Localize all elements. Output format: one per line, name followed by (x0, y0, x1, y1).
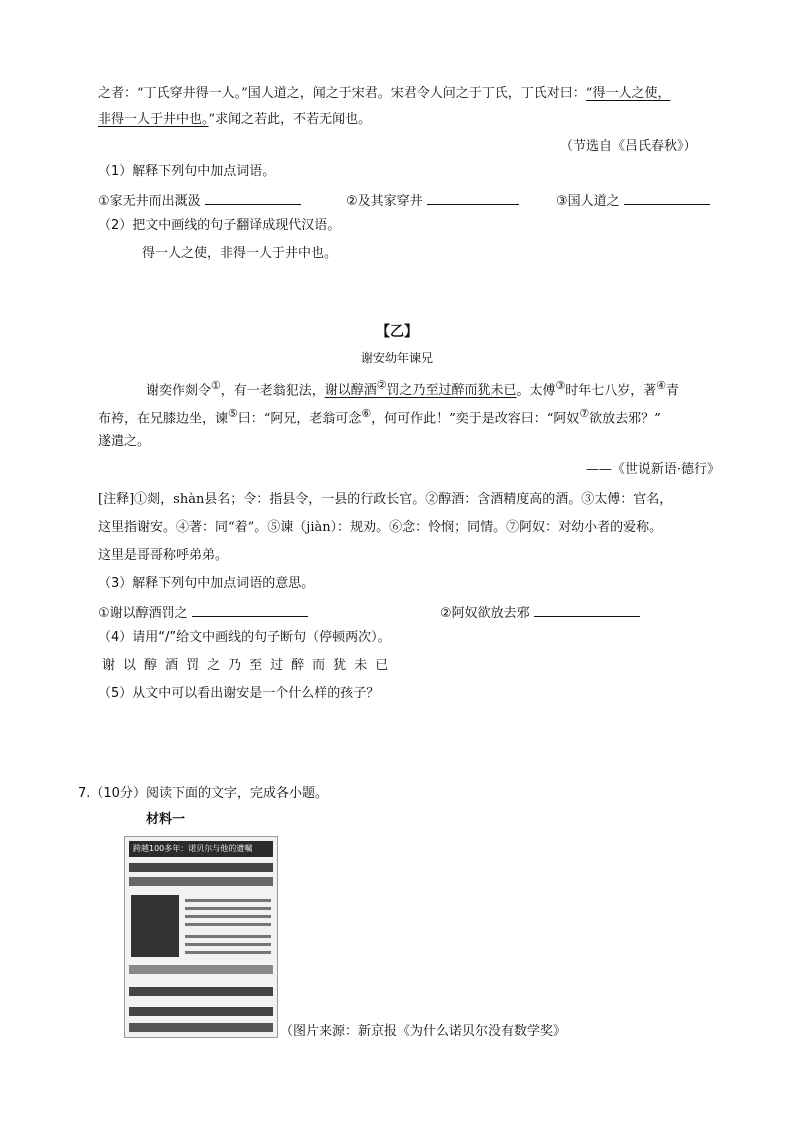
underlined-sentence-part1: “得一人之使， (585, 86, 671, 101)
question-1: （1）解释下列句中加点词语。 (98, 164, 276, 179)
image-header: 跨越100多年：诺贝尔与他的遗嘱 (129, 841, 273, 857)
passage-b-source: ——《世说新语·德行》 (585, 462, 720, 477)
note-marker: ③ (555, 379, 566, 392)
sentence-char: 酒 (165, 658, 179, 673)
note-marker: ② (376, 379, 387, 392)
sentence-char: 醉 (291, 658, 305, 673)
image-text-line (185, 899, 271, 902)
answer-blank[interactable] (624, 190, 710, 205)
answer-blank[interactable] (192, 602, 308, 617)
image-text-line (185, 915, 271, 918)
answer-blank[interactable] (534, 602, 640, 617)
image-text-line (185, 943, 271, 946)
portrait-image (131, 895, 179, 957)
item-text: ②阿奴欲放去邪 (440, 606, 530, 621)
item-text: ①谢以醇酒罚之 (98, 606, 188, 621)
sentence-char: 罚 (186, 658, 200, 673)
nobel-infographic-image (124, 836, 278, 1038)
passage-b-line-3: 遂遣之。 (98, 434, 151, 449)
passage-b-title: 谢安幼年谏兄 (360, 351, 433, 365)
sentence-char: 犹 (333, 658, 347, 673)
image-caption: （图片来源：新京报《为什么诺贝尔没有数学奖》 (280, 1024, 567, 1039)
question-1-item-3 (556, 190, 710, 212)
passage-text: ，何可作此！”奕于是改容曰：“阿奴 (371, 411, 580, 427)
question-2-sentence: 得一人之使，非得一人于井中也。 (142, 246, 338, 261)
note-marker: ④ (656, 379, 666, 392)
note-marker: ⑤ (228, 407, 238, 420)
passage-a-text: 之者：“丁氏穿井得一人。”国人道之，闻之于宋君。宋君令人问之于丁氏，丁氏对曰： (98, 86, 586, 101)
sentence-char: 以 (123, 658, 137, 673)
question-2: （2）把文中画线的句子翻译成现代汉语。 (98, 218, 341, 233)
image-text-line (185, 935, 271, 938)
sentence-char: 过 (270, 658, 284, 673)
question-7-heading: 7.（10分）阅读下面的文字，完成各小题。 (78, 786, 328, 801)
passage-text: 欲放去邪？” (589, 411, 661, 427)
underlined-sentence-part2: 非得一人于井中也。 (98, 112, 209, 127)
image-bar (129, 987, 273, 996)
image-bar (129, 965, 273, 974)
question-4: （4）请用“/”给文中画线的句子断句（停顿两次）。 (98, 630, 391, 645)
material-1-label: 材料一 (146, 812, 186, 827)
item-text: ②及其家穿井 (346, 194, 423, 209)
item-text: ③国人道之 (556, 194, 620, 209)
answer-blank[interactable] (205, 190, 301, 205)
sentence-char: 未 (354, 658, 368, 673)
passage-b-line-2 (98, 404, 661, 429)
question-3: （3）解释下列句中加点词语的意思。 (98, 576, 315, 591)
image-text-line (185, 923, 271, 926)
note-marker: ① (211, 379, 221, 392)
passage-a-line-2 (98, 110, 371, 130)
passage-b-line-1 (146, 376, 679, 401)
underlined-text: 谢以醇酒 (324, 383, 377, 399)
passage-text: 。太傅 (516, 383, 556, 399)
sentence-char: 醇 (144, 658, 158, 673)
question-5: （5）从文中可以看出谢安是一个什么样的孩子？ (98, 686, 380, 701)
passage-text: 曰：“阿兄，老翁可念 (237, 411, 362, 427)
image-bar (129, 877, 273, 886)
question-1-item-1 (98, 190, 301, 212)
answer-blank[interactable] (427, 190, 519, 205)
underlined-text: 罚之乃至过醉而犹未已 (386, 383, 517, 399)
image-bar (129, 1007, 273, 1016)
notes-line-3: 这里是哥哥称呼弟弟。 (98, 548, 229, 563)
passage-text: 布袴，在兄膝边坐，谏 (98, 411, 229, 427)
passage-a-line-1 (98, 84, 670, 104)
image-bar (129, 1023, 273, 1032)
underlined-sentence (324, 379, 517, 399)
sentence-char: 之 (207, 658, 221, 673)
passage-a-text: ”求闻之若此，不若无闻也。 (208, 112, 372, 127)
sentence-char: 乃 (228, 658, 242, 673)
sentence-char: 而 (312, 658, 326, 673)
question-3-item-1 (98, 602, 308, 624)
passage-a-source: （节选自《吕氏春秋》） (560, 139, 697, 154)
passage-text: 青 (665, 383, 679, 399)
note-marker: ⑦ (579, 407, 590, 420)
question-4-sentence[interactable] (102, 656, 396, 676)
image-text-line (185, 951, 271, 954)
notes-line-2: 这里指谢安。④著：同“着”。⑤谏（jiàn）：规劝。⑥念：怜悯；同情。⑦阿奴：对幼小者的爱称。 (98, 520, 663, 535)
sentence-char: 谢 (102, 658, 116, 673)
image-bar (129, 863, 273, 872)
question-1-item-2 (346, 190, 519, 212)
item-text: ①家无井而出溉汲 (98, 194, 201, 209)
notes-line-1: [注释]①剡，shàn县名；令：指县令，一县的行政长官。②醇酒：含酒精度高的酒。③太傅：官名， (98, 492, 673, 507)
passage-text: 谢奕作剡令 (146, 383, 212, 399)
sentence-char: 至 (249, 658, 263, 673)
image-text-line (185, 907, 271, 910)
passage-text: 时年七八岁，著 (565, 383, 657, 399)
sentence-char: 已 (375, 658, 389, 673)
question-3-item-2 (440, 602, 640, 624)
note-marker: ⑥ (361, 407, 372, 420)
passage-b-label: 【乙】 (376, 324, 418, 340)
passage-text: ，有一老翁犯法， (220, 383, 325, 399)
